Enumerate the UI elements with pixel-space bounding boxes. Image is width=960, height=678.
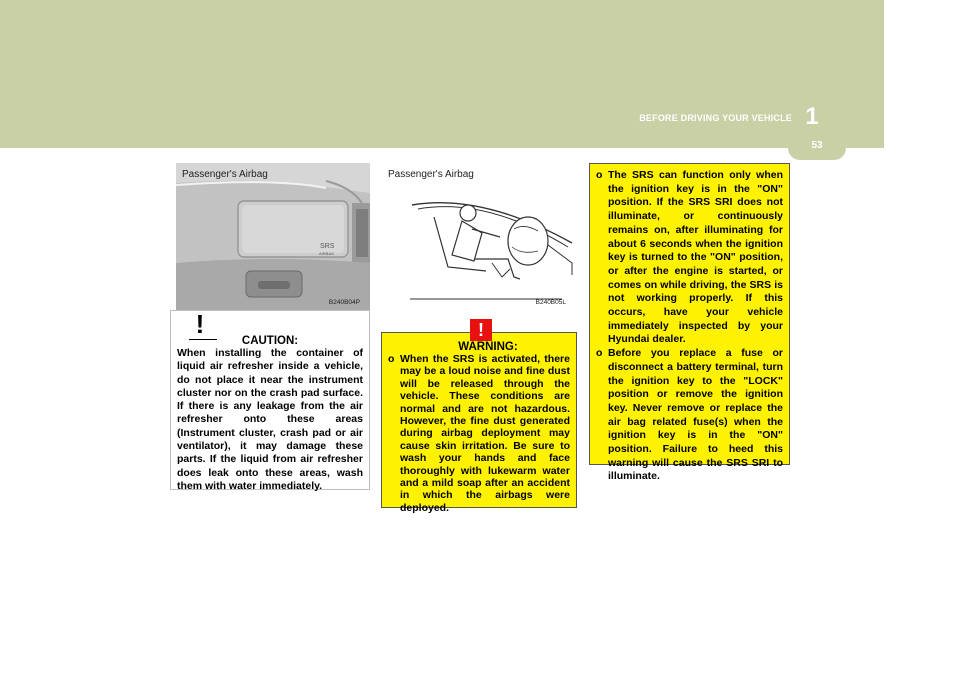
warning-exclamation-icon: ! — [470, 319, 492, 341]
bullet-marker: o — [596, 169, 603, 181]
caution-title: CAUTION: — [241, 335, 299, 347]
srs-panel-text: SRS — [320, 243, 335, 250]
chapter-title: BEFORE DRIVING YOUR VEHICLE — [639, 113, 792, 123]
srs-note-text: Before you replace a fuse or disconnect a battery terminal, turn the ignition key to the "LOCK" position or remove the ignition key. Never remove or replace the air bag related fuse(s) when the ignition key is in the "ON" position. Failure to heed this warning will cause the SRS SRI to illuminate. — [608, 347, 783, 483]
figure-label: Passenger's Airbag — [388, 169, 474, 180]
srs-note-text: The SRS can function only when the ignition key is in the "ON" position. If the SRS SRI does not illuminate, or continuously remains on, after illuminating for about 6 seconds when the ignition key is turned to the "ON" position, or after the engine is started, or comes on while driving, the SRS is not working properly. If this occurs, have your vehicle immediately inspected by your Hyundai dealer. — [608, 169, 783, 346]
warning-item — [388, 353, 570, 514]
figure-dashboard-airbag — [176, 163, 370, 310]
figure-code: B240B05L — [535, 299, 566, 306]
dashboard-illustration — [176, 163, 370, 310]
bullet-marker: o — [596, 347, 603, 360]
airbag-deployment-illustration — [382, 163, 576, 310]
caution-box — [170, 310, 370, 490]
chapter-number: 1 — [805, 103, 819, 130]
warning-item-text: When the SRS is activated, there may be a loud noise and fine dust will be released through the vehicle. These conditions are normal and are not hazardous. However, the fine dust generated during airbag deployment may cause skin irritation. Be sure to wash your hands and face thoroughly with lukewarm water and a mild soap after an accident in which the airbags were deployed. — [400, 353, 570, 514]
caution-exclamation-icon: ! — [195, 309, 205, 339]
figure-code: B240B04P — [328, 299, 360, 306]
srs-notes-box — [589, 163, 790, 483]
page-number: 53 — [811, 140, 823, 151]
warning-box — [381, 320, 577, 514]
figure-airbag-deployment — [382, 163, 576, 310]
caution-text: When installing the container of liquid air refresher inside a vehicle, do not place it near the instrument cluster nor on the crash pad surface. If there is any leakage from the air refresher onto these areas (Instrument cluster, crash pad or air ventilator), it may damage these parts. If the liquid from air refresher does leak onto these areas, wash them with water immediately. — [177, 347, 363, 492]
caution-icon-underline — [189, 339, 217, 340]
srs-note-item — [596, 169, 783, 347]
srs-panel-subtext: AIRBAG — [319, 251, 335, 256]
bullet-marker: o — [388, 353, 395, 365]
warning-title: WARNING: — [458, 341, 518, 353]
figure-label: Passenger's Airbag — [182, 169, 268, 180]
header-band — [0, 0, 884, 148]
srs-note-item — [596, 347, 783, 484]
